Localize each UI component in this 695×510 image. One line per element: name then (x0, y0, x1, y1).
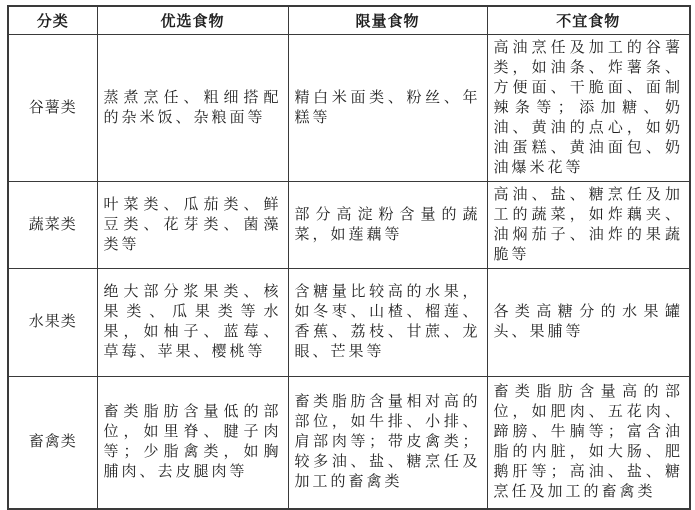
cell-preferred: 绝大部分浆果类、核果类、瓜果类等水果，如柚子、蓝莓、草莓、苹果、樱桃等 (97, 268, 288, 376)
cell-limited: 部分高淀粉含量的蔬菜，如莲藕等 (288, 181, 487, 268)
cell-avoid: 高油、盐、糖烹任及加工的蔬菜，如炸藕夹、油焖茄子、油炸的果蔬脆等 (487, 181, 690, 268)
table-row-grains (8, 34, 690, 181)
food-guideline-table (7, 5, 691, 510)
cell-avoid: 畜类脂肪含量高的部位，如肥肉、五花肉、蹄膀、牛腩等；富含油脂的内脏，如大肠、肥鹅肝等；高油、盐、糖烹任及加工的畜禽类 (487, 376, 690, 509)
cell-limited: 畜类脂肪含量相对高的部位，如牛排、小排、肩部肉等；带皮禽类；较多油、盐、糖烹任及加工的畜禽类 (288, 376, 487, 509)
table-row-fruits (8, 268, 690, 376)
cell-category: 蔬菜类 (8, 181, 97, 268)
cell-preferred: 蒸煮烹任、粗细搭配的杂米饭、杂粮面等 (97, 34, 288, 181)
header-limited-foods: 限量食物 (288, 6, 487, 34)
header-preferred-foods: 优选食物 (97, 6, 288, 34)
cell-category: 谷薯类 (8, 34, 97, 181)
header-category: 分类 (8, 6, 97, 34)
cell-avoid: 各类高糖分的水果罐头、果脯等 (487, 268, 690, 376)
cell-preferred: 叶菜类、瓜茄类、鲜豆类、花芽类、菌藻类等 (97, 181, 288, 268)
table-row-vegetables (8, 181, 690, 268)
cell-preferred: 畜类脂肪含量低的部位，如里脊、腱子肉等；少脂禽类，如胸脯肉、去皮腿肉等 (97, 376, 288, 509)
header-avoid-foods: 不宜食物 (487, 6, 690, 34)
cell-limited: 含糖量比较高的水果，如冬枣、山楂、榴莲、香蕉、荔枝、甘蔗、龙眼、芒果等 (288, 268, 487, 376)
header-row (8, 6, 690, 34)
cell-limited: 精白米面类、粉丝、年糕等 (288, 34, 487, 181)
cell-avoid: 高油烹任及加工的谷薯类，如油条、炸薯条、方便面、干脆面、面制辣条等；添加糖、奶油、黄油的点心，如奶油蛋糕、黄油面包、奶油爆米花等 (487, 34, 690, 181)
table-row-livestock-poultry (8, 376, 690, 509)
cell-category: 水果类 (8, 268, 97, 376)
cell-category: 畜禽类 (8, 376, 97, 509)
